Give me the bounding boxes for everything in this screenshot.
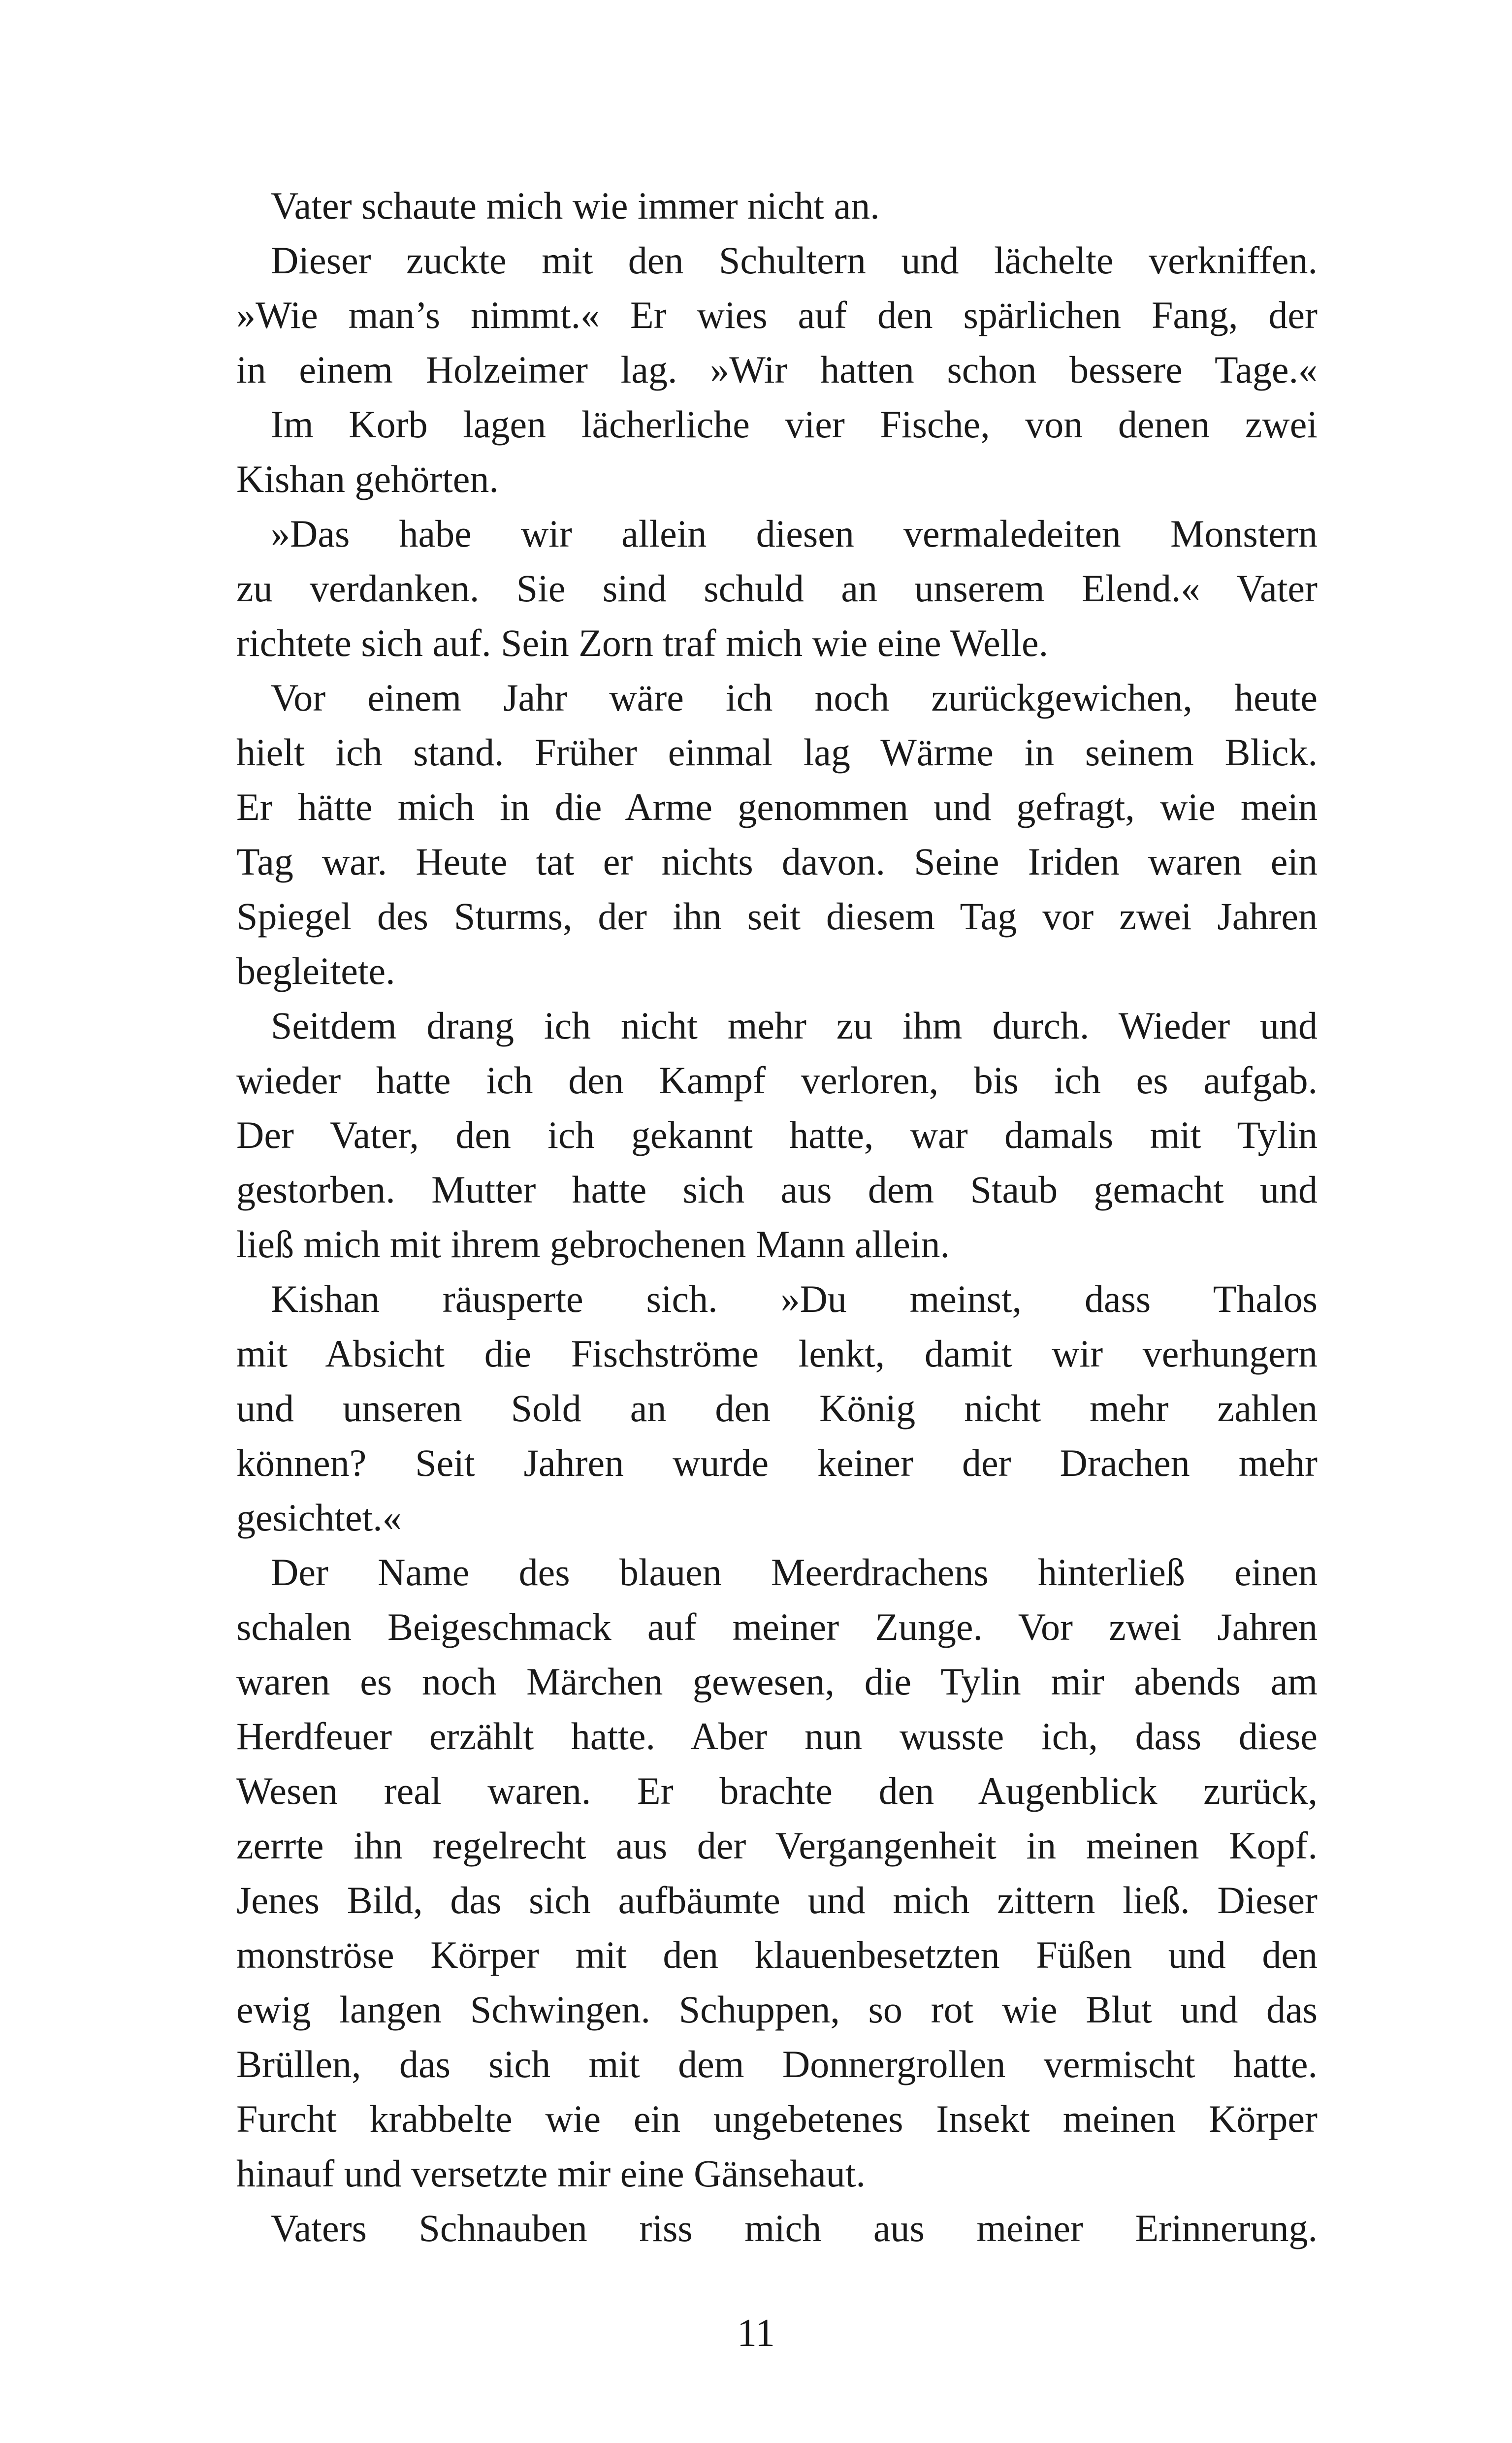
text-line: ließ mich mit ihrem gebrochenen Mann allein. xyxy=(236,1223,950,1266)
text-line: Jenes Bild, das sich aufbäumte und mich zittern ließ. Dieser xyxy=(236,1879,1318,1922)
body-text xyxy=(236,178,1318,2255)
text-line: gestorben. Mutter hatte sich aus dem Staub gemacht und xyxy=(236,1168,1318,1211)
text-line: Kishan gehörten. xyxy=(236,457,499,500)
text-line: Tag war. Heute tat er nichts davon. Seine Iriden waren ein xyxy=(236,840,1318,883)
text-line: Seitdem drang ich nicht mehr zu ihm durch. Wieder und xyxy=(271,1004,1318,1047)
text-line: ewig langen Schwingen. Schuppen, so rot wie Blut und das xyxy=(236,1988,1318,2031)
text-line: hinauf und versetzte mir eine Gänsehaut. xyxy=(236,2152,866,2195)
text-line: Furcht krabbelte wie ein ungebetenes Insekt meinen Körper xyxy=(236,2097,1318,2140)
text-line: und unseren Sold an den König nicht mehr zahlen xyxy=(236,1387,1318,1430)
text-line: Kishan räusperte sich. »Du meinst, dass Thalos xyxy=(271,1277,1318,1320)
text-line: Der Name des blauen Meerdrachens hinterließ einen xyxy=(271,1551,1318,1594)
text-line: Wesen real waren. Er brachte den Augenblick zurück, xyxy=(236,1769,1318,1812)
text-line: zu verdanken. Sie sind schuld an unserem Elend.« Vater xyxy=(236,567,1318,610)
text-line: mit Absicht die Fischströme lenkt, damit wir verhungern xyxy=(236,1332,1318,1375)
text-line: Spiegel des Sturms, der ihn seit diesem Tag vor zwei Jahren xyxy=(236,895,1318,938)
text-line: waren es noch Märchen gewesen, die Tylin mir abends am xyxy=(236,1660,1318,1703)
text-line: monströse Körper mit den klauenbesetzten Füßen und den xyxy=(236,1933,1318,1976)
text-line: Vaters Schnauben riss mich aus meiner Erinnerung. xyxy=(271,2207,1318,2249)
text-line: »Wie man’s nimmt.« Er wies auf den spärlichen Fang, der xyxy=(236,293,1318,336)
text-line: in einem Holzeimer lag. »Wir hatten schon bessere Tage.« xyxy=(236,348,1318,391)
page-number: 11 xyxy=(737,2312,775,2355)
text-line: zerrte ihn regelrecht aus der Vergangenheit in meinen Kopf. xyxy=(236,1824,1318,1867)
text-line: richtete sich auf. Sein Zorn traf mich wie eine Welle. xyxy=(236,621,1049,664)
text-line: Der Vater, den ich gekannt hatte, war damals mit Tylin xyxy=(236,1113,1318,1156)
text-line: wieder hatte ich den Kampf verloren, bis ich es aufgab. xyxy=(236,1059,1318,1102)
text-line: Vor einem Jahr wäre ich noch zurückgewichen, heute xyxy=(271,676,1318,719)
text-line: gesichtet.« xyxy=(236,1496,402,1539)
text-line: Brüllen, das sich mit dem Donnergrollen vermischt hatte. xyxy=(236,2043,1318,2085)
text-line: Herdfeuer erzählt hatte. Aber nun wusste ich, dass diese xyxy=(236,1715,1318,1758)
text-line: Im Korb lagen lächerliche vier Fische, von denen zwei xyxy=(271,403,1318,446)
text-line: Vater schaute mich wie immer nicht an. xyxy=(271,184,880,227)
text-line: begleitete. xyxy=(236,949,395,992)
text-line: Dieser zuckte mit den Schultern und lächelte verkniffen. xyxy=(271,239,1318,282)
text-line: Er hätte mich in die Arme genommen und gefragt, wie mein xyxy=(236,785,1318,828)
text-line: »Das habe wir allein diesen vermaledeiten Monstern xyxy=(271,512,1318,555)
text-line: können? Seit Jahren wurde keiner der Drachen mehr xyxy=(236,1441,1318,1484)
text-line: hielt ich stand. Früher einmal lag Wärme in seinem Blick. xyxy=(236,731,1318,774)
text-line: schalen Beigeschmack auf meiner Zunge. Vor zwei Jahren xyxy=(236,1605,1318,1648)
